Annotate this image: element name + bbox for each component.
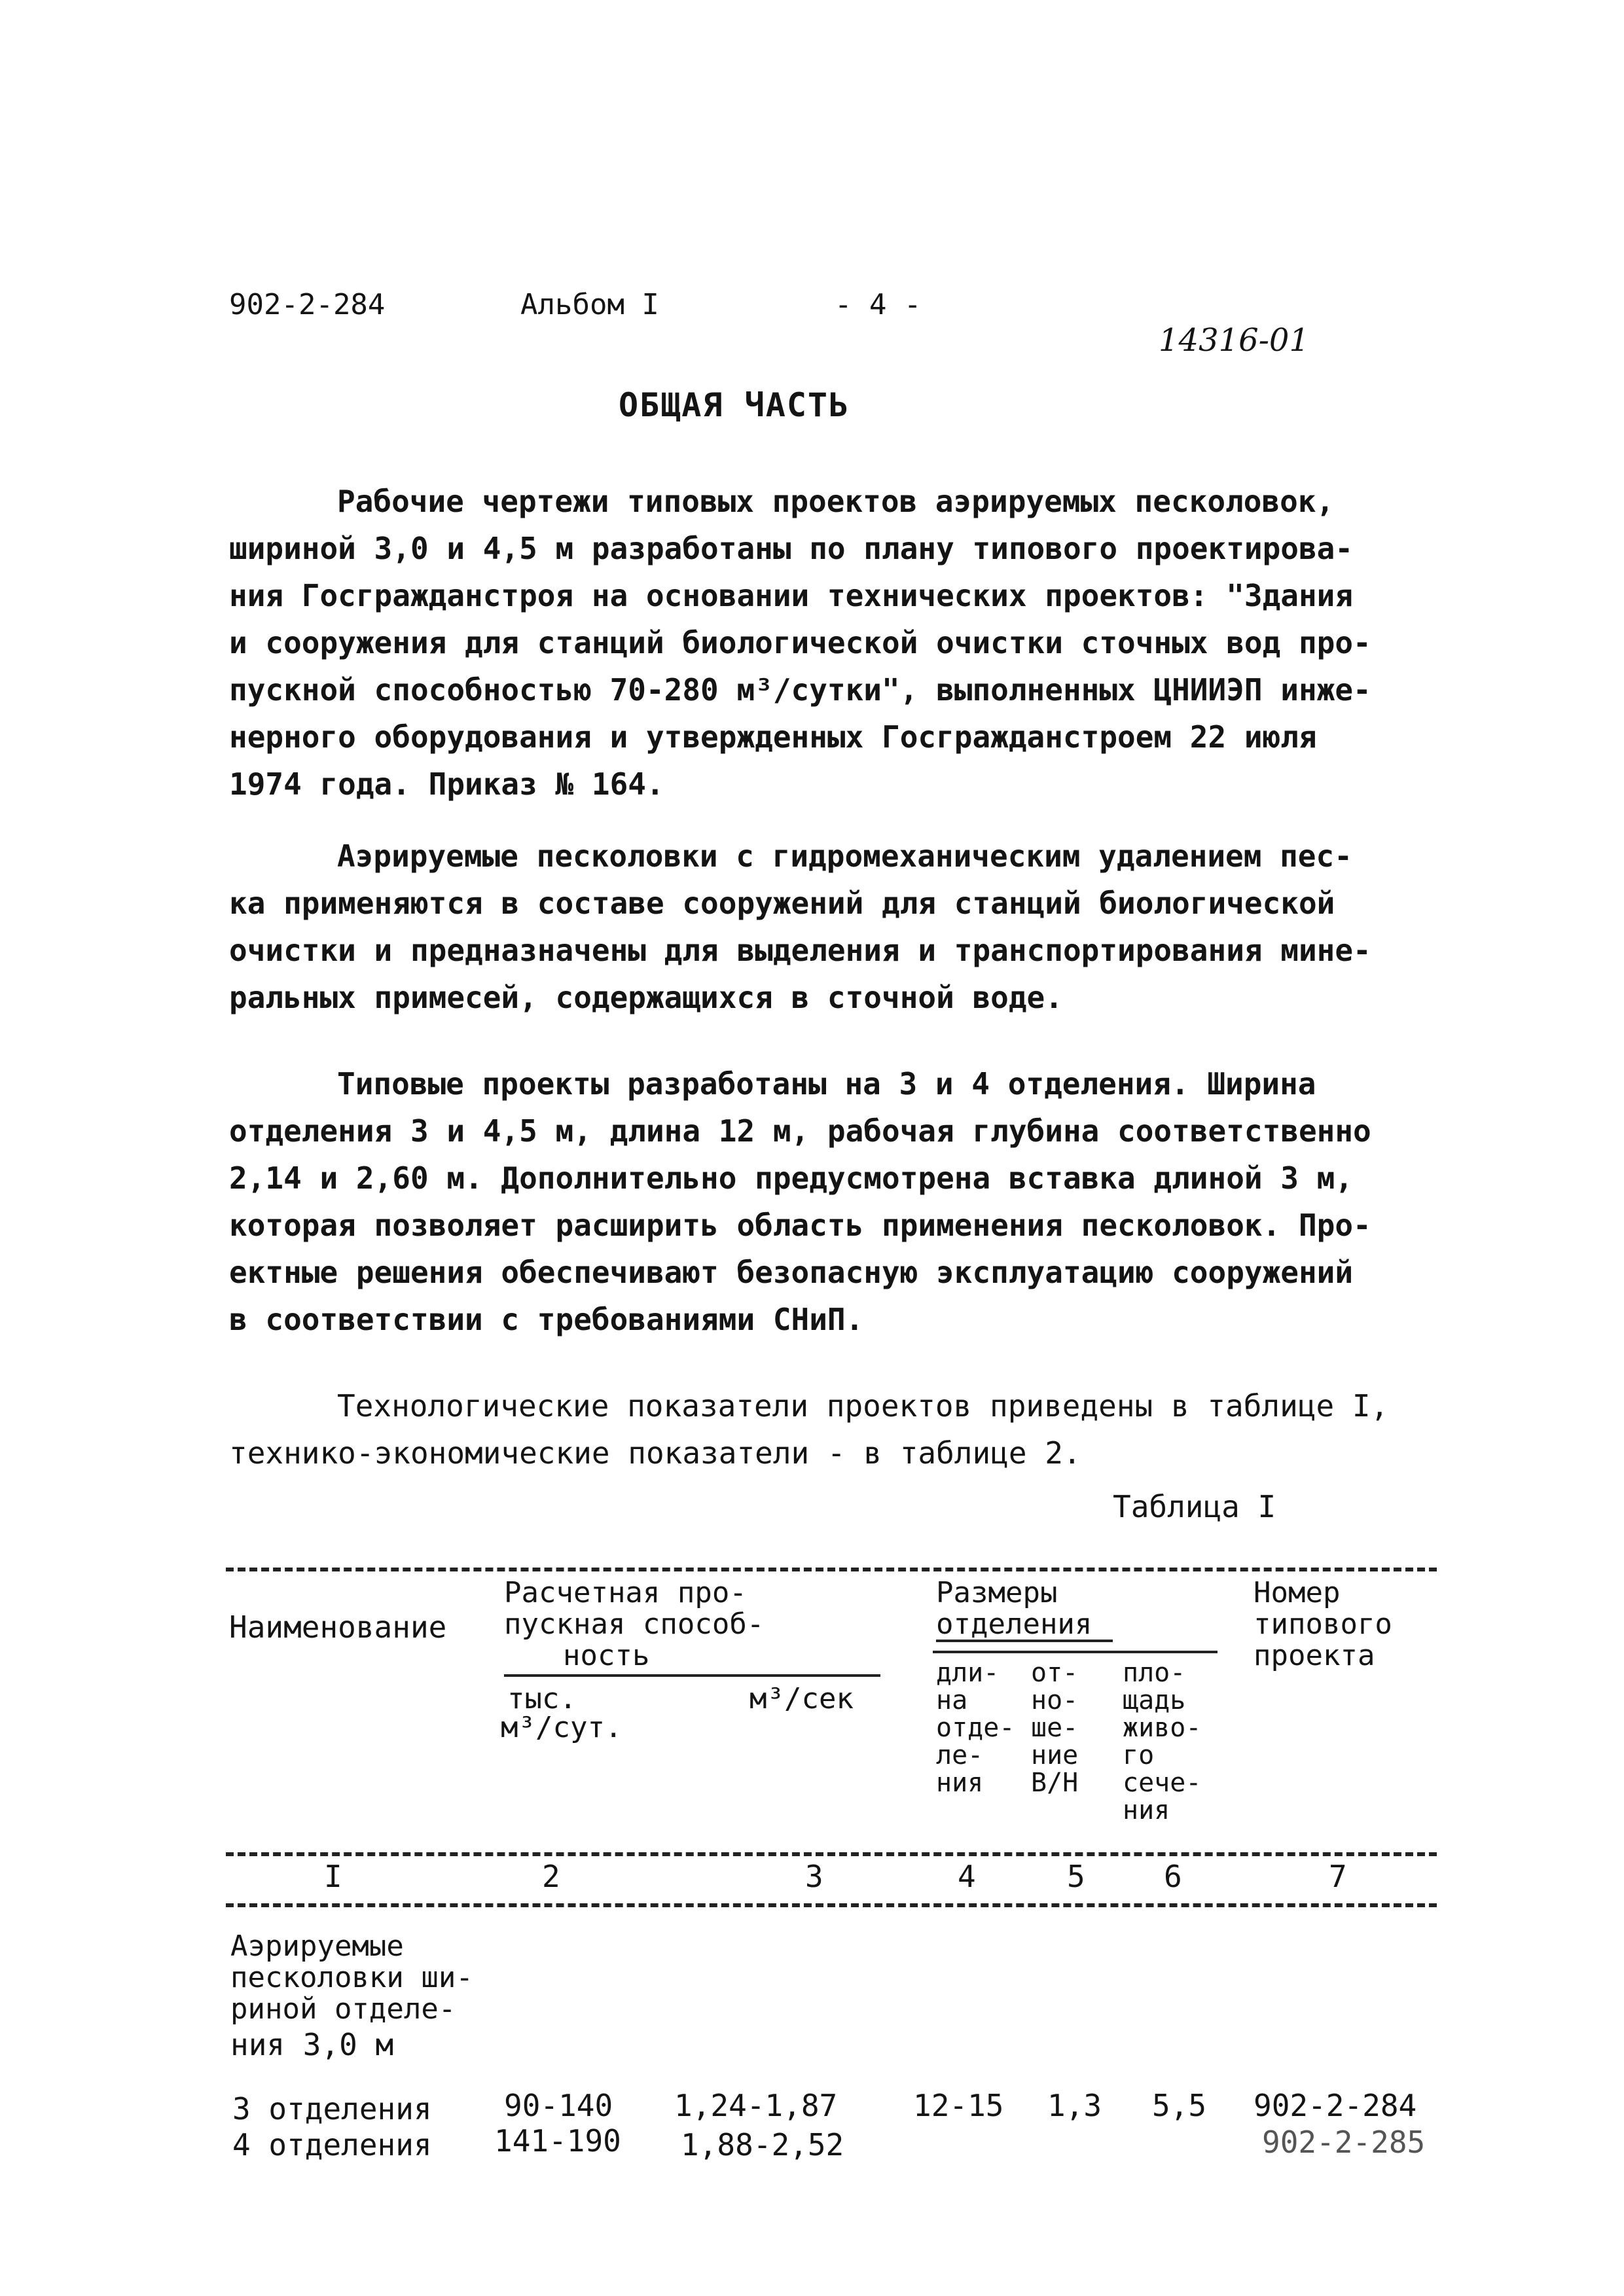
paragraph-1 bbox=[229, 478, 1420, 808]
cell-project: 902-2-284 bbox=[1254, 2088, 1417, 2123]
dims-sub1-line: ния bbox=[936, 1768, 984, 1798]
capacity-rule bbox=[504, 1674, 880, 1677]
page-number: - 4 - bbox=[835, 288, 922, 321]
header-bottom-rule bbox=[226, 1852, 1437, 1856]
p3-line: отделения 3 и 4,5 м, длина 12 м, рабочая глубина соответственно bbox=[229, 1113, 1371, 1149]
cell-name: 3 отделения bbox=[232, 2091, 432, 2126]
header-project-2: типового bbox=[1254, 1607, 1392, 1641]
p3-line: которая позволяет расширить область применения песколовок. Про- bbox=[229, 1208, 1371, 1243]
header-name: Наименование bbox=[229, 1609, 447, 1645]
header-project-1: Номер bbox=[1254, 1576, 1341, 1609]
cell-project: 902-2-285 bbox=[1262, 2125, 1426, 2160]
p3-line: в соответствии с требованиями СНиП. bbox=[229, 1302, 864, 1337]
dims-sub3-line: сече- bbox=[1123, 1768, 1202, 1798]
dims-sub2-line: В/Н bbox=[1031, 1768, 1079, 1798]
table-caption: Таблица I bbox=[1113, 1489, 1276, 1524]
dims-sub1-line: дли- bbox=[936, 1658, 1000, 1688]
paragraph-3 bbox=[229, 1060, 1420, 1343]
dims-sub2-line: от- bbox=[1031, 1658, 1079, 1688]
paragraph-2 bbox=[229, 833, 1420, 1021]
cell-msec: 1,24-1,87 bbox=[674, 2088, 838, 2123]
header-capacity-2: пускная способ- bbox=[504, 1607, 765, 1641]
dims-sub1-line: на bbox=[936, 1685, 968, 1715]
p4-line: Технологические показатели проектов приведены в таблице I, bbox=[337, 1388, 1389, 1424]
p1-line: пускной способностью 70-280 м³/сутки", выполненных ЦНИИЭП инже- bbox=[229, 672, 1371, 708]
cell-tys: 90-140 bbox=[504, 2088, 613, 2123]
header-capacity-3: ность bbox=[563, 1639, 650, 1672]
table-top-rule bbox=[226, 1568, 1437, 1571]
p2-line: ка применяются в составе сооружений для станций биологической bbox=[229, 886, 1335, 921]
dims-sub1-line: ле- bbox=[936, 1740, 984, 1770]
p1-line: 1974 года. Приказ № 164. bbox=[229, 766, 664, 802]
dims-sub2-line: но- bbox=[1031, 1685, 1079, 1715]
column-numbers-rule bbox=[226, 1903, 1437, 1907]
dims-underline bbox=[936, 1640, 1113, 1642]
dims-rule bbox=[933, 1651, 1218, 1653]
p2-line: ральных примесей, содержащихся в сточной воде. bbox=[229, 980, 1063, 1015]
col-num-3: 3 bbox=[805, 1859, 823, 1894]
p1-line: ния Госгражданстроя на основании технических проектов: "Здания bbox=[229, 578, 1354, 613]
header-capacity-1: Расчетная про- bbox=[504, 1576, 747, 1609]
dims-sub1-line: отде- bbox=[936, 1713, 1015, 1743]
col-num-4: 4 bbox=[958, 1859, 976, 1894]
header-capacity-sub1-b: м³/сут. bbox=[501, 1711, 623, 1744]
cell-name: 4 отделения bbox=[232, 2127, 432, 2162]
paragraph-4 bbox=[229, 1382, 1420, 1477]
dims-sub3-line: щадь bbox=[1123, 1685, 1186, 1715]
col-num-5: 5 bbox=[1067, 1859, 1085, 1894]
dims-sub2-line: ние bbox=[1031, 1740, 1079, 1770]
col-num-6: 6 bbox=[1164, 1859, 1182, 1894]
cell-area: 5,5 bbox=[1152, 2088, 1207, 2123]
group-label-line: риной отделе- bbox=[230, 1992, 456, 2026]
dims-sub3-line: го bbox=[1123, 1740, 1155, 1770]
p2-line: Аэрируемые песколовки с гидромеханическим удалением пес- bbox=[337, 838, 1352, 874]
section-title: ОБЩАЯ ЧАСТЬ bbox=[619, 386, 850, 424]
p1-line: Рабочие чертежи типовых проектов аэрируемых песколовок, bbox=[337, 484, 1335, 519]
handwritten-code: 14316-01 bbox=[1159, 322, 1309, 359]
header-capacity-sub2: м³/сек bbox=[749, 1682, 854, 1715]
cell-ratio: 1,3 bbox=[1047, 2088, 1102, 2123]
header-capacity-sub1-a: тыс. bbox=[507, 1682, 577, 1715]
header-project-3: проекта bbox=[1254, 1639, 1375, 1672]
p1-line: и сооружения для станций биологической очистки сточных вод про- bbox=[229, 625, 1371, 660]
p2-line: очистки и предназначены для выделения и транспортирования мине- bbox=[229, 933, 1371, 968]
album-label: Альбом I bbox=[520, 288, 659, 321]
p3-line: Типовые проекты разработаны на 3 и 4 отделения. Ширина bbox=[337, 1066, 1316, 1102]
col-num-2: 2 bbox=[542, 1859, 560, 1894]
dims-sub3-line: ния bbox=[1123, 1795, 1170, 1825]
dims-sub2-line: ше- bbox=[1031, 1713, 1079, 1743]
dims-sub3-line: пло- bbox=[1123, 1658, 1186, 1688]
group-label-line: ния 3,0 м bbox=[230, 2027, 394, 2062]
cell-length: 12-15 bbox=[913, 2088, 1004, 2123]
cell-tys: 141-190 bbox=[494, 2123, 621, 2159]
header-dims-1: Размеры bbox=[936, 1576, 1058, 1609]
p4-line: технико-экономические показатели - в таблице 2. bbox=[229, 1435, 1081, 1471]
cell-msec: 1,88-2,52 bbox=[681, 2127, 844, 2162]
p3-line: ектные решения обеспечивают безопасную эксплуатацию сооружений bbox=[229, 1255, 1354, 1290]
group-label-line: Аэрируемые bbox=[230, 1929, 404, 1963]
p1-line: шириной 3,0 и 4,5 м разработаны по плану типового проектирова- bbox=[229, 531, 1354, 566]
col-num-7: 7 bbox=[1329, 1859, 1347, 1894]
p3-line: 2,14 и 2,60 м. Дополнительно предусмотрена вставка длиной 3 м, bbox=[229, 1160, 1354, 1196]
doc-code: 902-2-284 bbox=[229, 288, 386, 321]
group-label-line: песколовки ши- bbox=[230, 1961, 473, 1994]
p1-line: нерного оборудования и утвержденных Госгражданстроем 22 июля bbox=[229, 719, 1317, 755]
header-dims-2: отделения bbox=[936, 1607, 1092, 1641]
col-num-1: I bbox=[324, 1859, 342, 1894]
dims-sub3-line: живо- bbox=[1123, 1713, 1202, 1743]
